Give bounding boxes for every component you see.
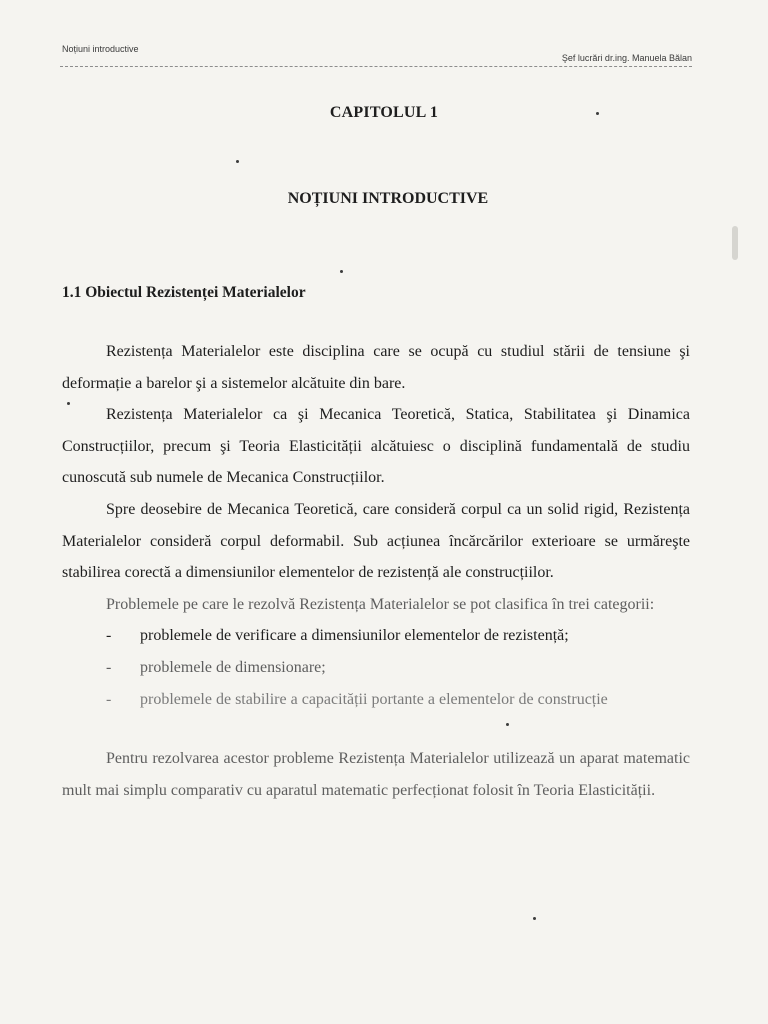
- problem-category-list: [62, 620, 690, 715]
- list-bullet: -: [106, 627, 112, 645]
- scan-speck: [236, 160, 239, 163]
- chapter-heading: CAPITOLUL 1: [329, 104, 439, 121]
- list-item: [62, 652, 690, 684]
- paragraph-mathematics: Pentru rezolvarea acestor probleme Rezistența Materialelor utilizează un aparat matematic mult mai simplu comparativ cu aparatul matematic perfecționat folosit în Teoria Elasticității.: [62, 750, 690, 799]
- paragraph-gap: [62, 715, 690, 743]
- scan-speck: [596, 112, 599, 115]
- header-divider: [60, 66, 692, 67]
- paragraph-mechanics: Rezistența Materialelor ca şi Mecanica Teoretică, Statica, Stabilitatea şi Dinamica Construcțiilor, precum şi Teoria Elasticității alcătuiesc o disciplină fundamentală de studiu cunoscută sub numele de Mecanica Construcțiilor.: [62, 406, 690, 487]
- scan-speck: [340, 270, 343, 273]
- scan-edge-artifact: [732, 226, 738, 260]
- list-item: [62, 620, 690, 652]
- running-header-left: Noțiuni introductive: [62, 44, 139, 54]
- list-item-text: problemele de verificare a dimensiunilor elementelor de rezistență;: [140, 627, 569, 645]
- paragraph-problems-intro: Problemele pe care le rezolvă Rezistența Materialelor se pot clasifica în trei categorii:: [106, 595, 655, 613]
- list-item-text: problemele de dimensionare;: [140, 658, 326, 676]
- scan-speck: [506, 723, 509, 726]
- list-bullet: -: [106, 690, 112, 708]
- body-text: [62, 336, 690, 806]
- scan-speck: [67, 402, 70, 405]
- list-item: [62, 684, 690, 716]
- chapter-title: NOȚIUNI INTRODUCTIVE: [287, 190, 489, 207]
- running-header-right: Şef lucrări dr.ing. Manuela Bălan: [561, 53, 692, 63]
- section-heading: 1.1 Obiectul Rezistenței Materialelor: [62, 284, 306, 301]
- list-item-text: problemele de stabilire a capacității portante a elementelor de construcție: [140, 690, 608, 708]
- paragraph-deformable: Spre deosebire de Mecanica Teoretică, care consideră corpul ca un solid rigid, Rezistența Materialelor consideră corpul deformabil. Sub acțiunea încărcărilor exterioare se urmăreşte stabilirea corectă a dimensiunilor elementelor de rezistență ale construcțiilor.: [62, 500, 690, 582]
- list-bullet: -: [106, 658, 112, 676]
- scan-speck: [533, 917, 536, 920]
- paragraph-definition: Rezistența Materialelor este disciplina care se ocupă cu studiul stării de tensiune şi deformație a barelor şi a sistemelor alcătuite din bare.: [62, 343, 690, 392]
